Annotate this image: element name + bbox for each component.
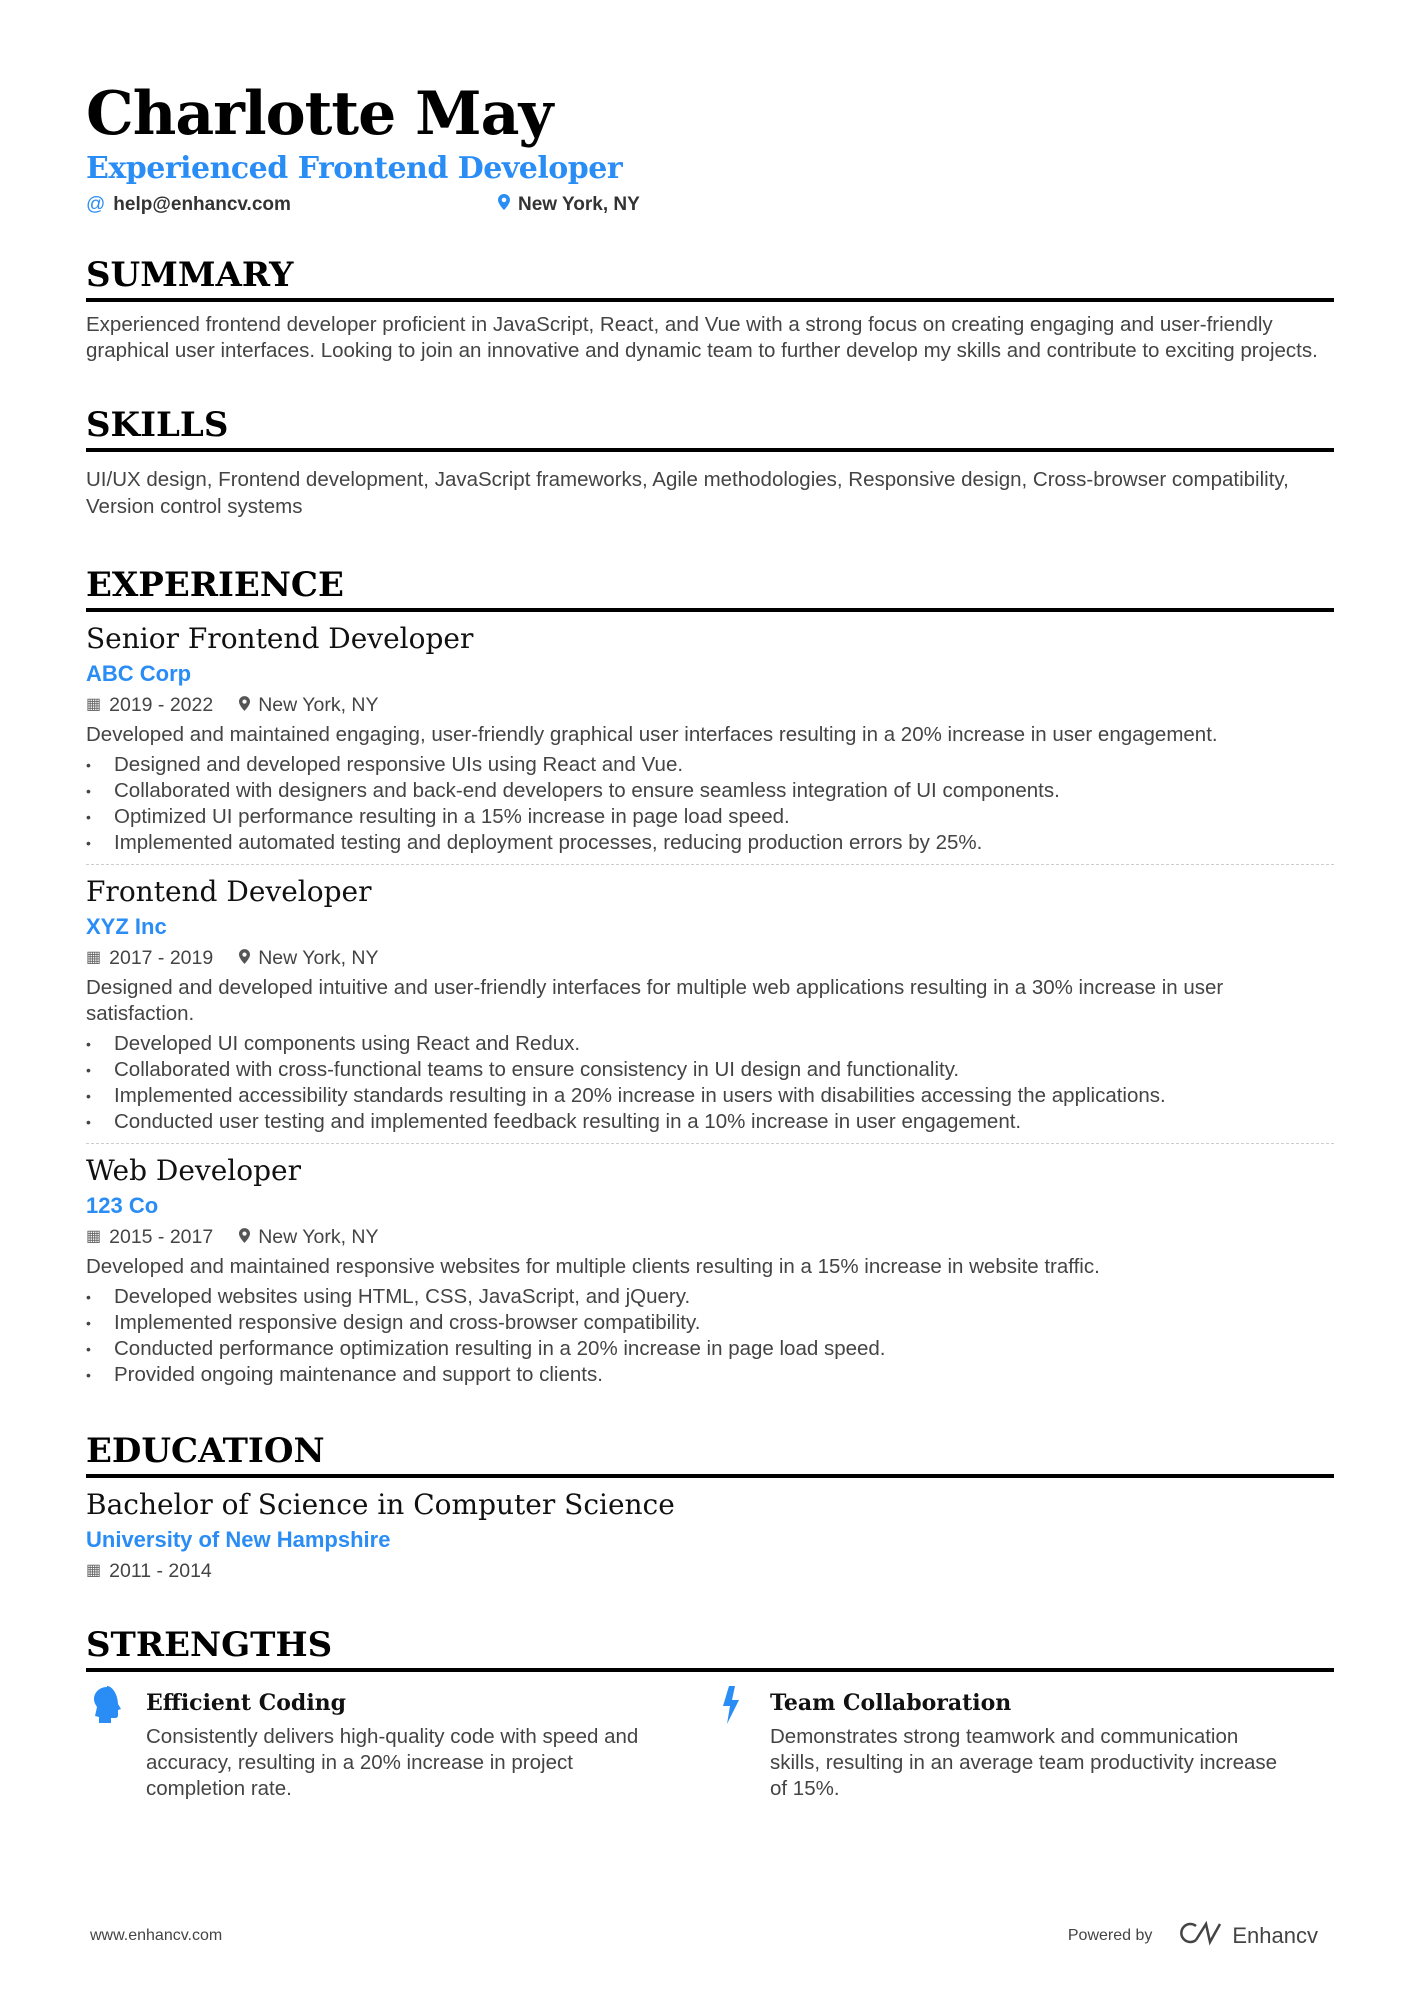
job-entry xyxy=(86,1144,1334,1396)
bullet-item: • Collaborated with designers and back-end developers to ensure seamless integration of UI components. xyxy=(86,778,1334,804)
location-pin-icon xyxy=(498,194,510,216)
resume xyxy=(86,78,1334,1802)
bullet-item: • Designed and developed responsive UIs using React and Vue. xyxy=(86,752,1334,778)
summary-text: Experienced frontend developer proficient in JavaScript, React, and Vue with a strong focus on creating engaging and user-friendly graphical user interfaces. Looking to join an innovative and dynamic team to further develop my skills and contribute to exciting projects. xyxy=(86,313,1318,362)
infinity-logo-icon xyxy=(1178,1920,1224,1952)
location: New York, NY xyxy=(518,194,640,215)
education-dates: 2011 - 2014 xyxy=(109,1560,212,1582)
bullet-item: • Collaborated with cross-functional teams to ensure consistency in UI design and functionality. xyxy=(86,1057,1334,1083)
job-dates: 2017 - 2019 xyxy=(109,947,214,969)
lightning-icon xyxy=(710,1686,752,1802)
job-location: New York, NY xyxy=(258,694,379,716)
strength-item xyxy=(710,1686,1334,1802)
calendar-icon: ▦ xyxy=(86,949,102,966)
bullet-item: • Developed websites using HTML, CSS, JavaScript, and jQuery. xyxy=(86,1284,1334,1310)
section-heading: EXPERIENCE xyxy=(86,564,1334,612)
job-title: Senior Frontend Developer xyxy=(86,622,474,655)
calendar-icon: ▦ xyxy=(86,696,102,713)
enhancv-logo[interactable] xyxy=(1178,1920,1318,1952)
location-pin-icon xyxy=(239,690,250,720)
footer xyxy=(90,1920,1318,1952)
job-description: Developed and maintained engaging, user-friendly graphical user interfaces resulting in a 20% increase in user engagement. xyxy=(86,723,1218,746)
company: XYZ Inc xyxy=(86,914,167,939)
school: University of New Hampshire xyxy=(86,1527,391,1552)
section-heading: SKILLS xyxy=(86,404,1334,452)
section-heading: SUMMARY xyxy=(86,254,1334,302)
job-entry xyxy=(86,865,1334,1144)
bullet-item: • Optimized UI performance resulting in a 15% increase in page load speed. xyxy=(86,804,1334,830)
strength-title: Team Collaboration xyxy=(770,1690,1012,1716)
location-pin-icon xyxy=(239,943,250,973)
job-bullets xyxy=(86,1031,1334,1135)
contact-row xyxy=(86,192,1334,218)
bullet-item: • Provided ongoing maintenance and support to clients. xyxy=(86,1362,1334,1388)
email[interactable]: help@enhancv.com xyxy=(113,194,291,215)
job-description: Developed and maintained responsive websites for multiple clients resulting in a 15% increase in website traffic. xyxy=(86,1255,1100,1278)
location-pin-icon xyxy=(239,1222,250,1252)
bullet-item: • Conducted performance optimization resulting in a 20% increase in page load speed. xyxy=(86,1336,1334,1362)
strength-text: Consistently delivers high-quality code with speed and accuracy, resulting in a 20% increase in project completion rate. xyxy=(146,1725,639,1800)
job-location: New York, NY xyxy=(258,947,379,969)
experience-section xyxy=(86,564,1334,1396)
candidate-name: Charlotte May xyxy=(86,79,553,149)
job-title: Web Developer xyxy=(86,1154,301,1187)
education-entry xyxy=(86,1478,1334,1594)
bullet-item: • Implemented automated testing and deployment processes, reducing production errors by 25%. xyxy=(86,830,1334,856)
calendar-icon: ▦ xyxy=(86,1228,102,1245)
head-icon xyxy=(86,1686,128,1802)
job-location: New York, NY xyxy=(258,1226,379,1248)
job-title: Frontend Developer xyxy=(86,875,372,908)
strength-item xyxy=(86,1686,710,1802)
skills-section xyxy=(86,404,1334,520)
job-description: Designed and developed intuitive and user-friendly interfaces for multiple web applications resulting in a 30% increase in user satisfaction. xyxy=(86,976,1224,1025)
calendar-icon: ▦ xyxy=(86,1562,102,1579)
job-dates: 2019 - 2022 xyxy=(109,694,214,716)
job-bullets xyxy=(86,752,1334,856)
powered-by-label: Powered by xyxy=(1067,1927,1153,1944)
job-entry xyxy=(86,612,1334,865)
company: ABC Corp xyxy=(86,661,192,686)
candidate-title: Experienced Frontend Developer xyxy=(86,151,623,186)
header xyxy=(86,78,1334,218)
website-link[interactable]: www.enhancv.com xyxy=(90,1927,223,1944)
bullet-item: • Conducted user testing and implemented feedback resulting in a 10% increase in user engagement. xyxy=(86,1109,1334,1135)
job-bullets xyxy=(86,1284,1334,1388)
section-heading: STRENGTHS xyxy=(86,1624,1334,1672)
at-icon: @ xyxy=(86,194,106,215)
education-section xyxy=(86,1430,1334,1594)
degree: Bachelor of Science in Computer Science xyxy=(86,1488,675,1521)
bullet-item: • Implemented accessibility standards resulting in a 20% increase in users with disabilities accessing the applications. xyxy=(86,1083,1334,1109)
company: 123 Co xyxy=(86,1193,159,1218)
section-heading: EDUCATION xyxy=(86,1430,1334,1478)
strengths-section xyxy=(86,1624,1334,1802)
strength-title: Efficient Coding xyxy=(146,1690,347,1716)
strength-text: Demonstrates strong teamwork and communication skills, resulting in an average team productivity increase of 15%. xyxy=(770,1725,1278,1800)
skills-text: UI/UX design, Frontend development, JavaScript frameworks, Agile methodologies, Responsive design, Cross-browser compatibility, Version control systems xyxy=(86,468,1289,518)
job-dates: 2015 - 2017 xyxy=(109,1226,214,1248)
brand-name: Enhancv xyxy=(1232,1923,1318,1948)
bullet-item: • Implemented responsive design and cross-browser compatibility. xyxy=(86,1310,1334,1336)
summary-section xyxy=(86,254,1334,364)
bullet-item: • Developed UI components using React and Redux. xyxy=(86,1031,1334,1057)
